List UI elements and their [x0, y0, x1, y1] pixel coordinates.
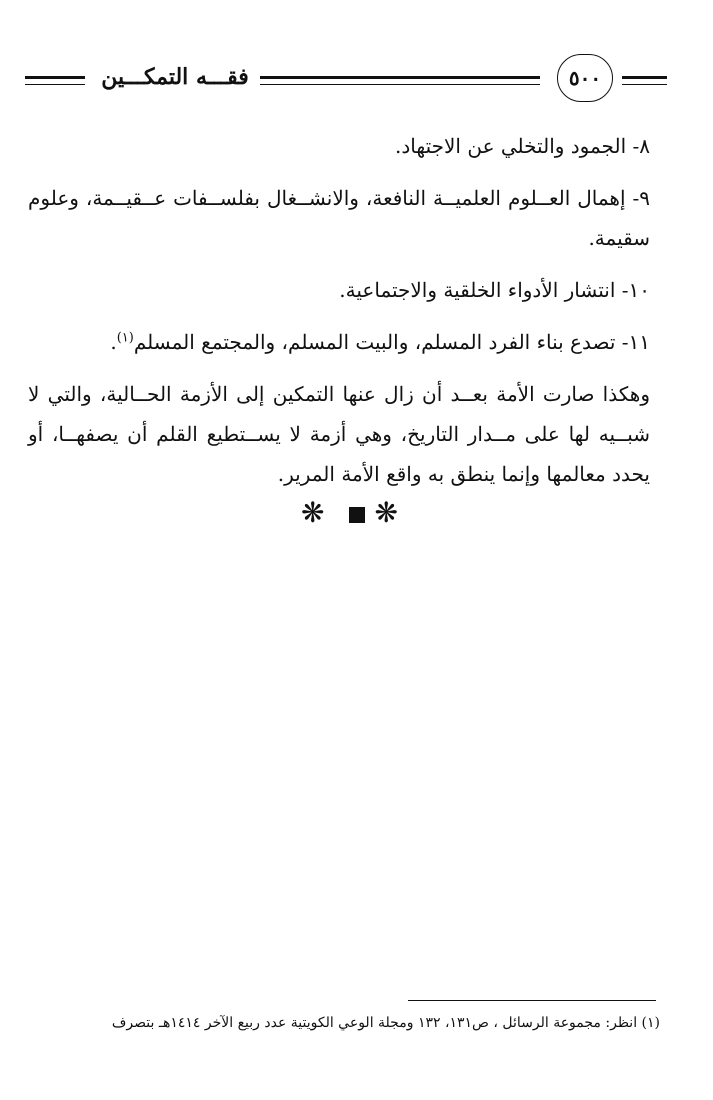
page-header: [25, 50, 655, 106]
square-icon: [349, 507, 365, 523]
list-item-8: ٨- الجمود والتخلي عن الاجتهاد.: [395, 134, 650, 158]
header-rule-middle: [260, 76, 540, 85]
page-number: ٥٠٠: [557, 54, 613, 102]
footnote: (١) انظر: مجموعة الرسائل ، ص١٣١، ١٣٢ ومجلة الوعي الكويتية عدد ربيع الآخر ١٤١٤هـ بتصرف: [111, 1015, 660, 1031]
list-item-11: [28, 322, 650, 362]
header-rule-left: [25, 76, 85, 85]
list-item-9: ٩- إهمال العــلوم العلميــة النافعة، والانشــغال بفلســفات عــقيــمة، وعلوم سقيمة.: [28, 186, 650, 250]
list-item-11-text: ١١- تصدع بناء الفرد المسلم، والبيت المسلم، والمجتمع المسلم: [133, 330, 650, 354]
list-item-11-period: .: [110, 330, 117, 354]
book-title: فقـــه التمكـــين: [101, 64, 249, 90]
header-rule-right: [622, 76, 667, 85]
body-text: [28, 126, 650, 506]
asterisk-icon-left: ❋: [301, 496, 339, 529]
section-separator: [0, 498, 713, 528]
footnote-divider: [408, 1000, 656, 1001]
footnote-reference: (١): [116, 330, 134, 346]
asterisk-icon-right: ❋: [374, 496, 412, 529]
list-item-10: ١٠- انتشار الأدواء الخلقية والاجتماعية.: [339, 278, 650, 302]
conclusion-paragraph: وهكذا صارت الأمة بعــد أن زال عنها التمكين إلى الأزمة الحــالية، والتي لا شبــيه لها على مــدار التاريخ، وهي أزمة لا يســتطيع القلم أن يصفهــا، أو يحدد معالمها وإنما ينطق به واقع الأمة المرير.: [28, 382, 650, 486]
